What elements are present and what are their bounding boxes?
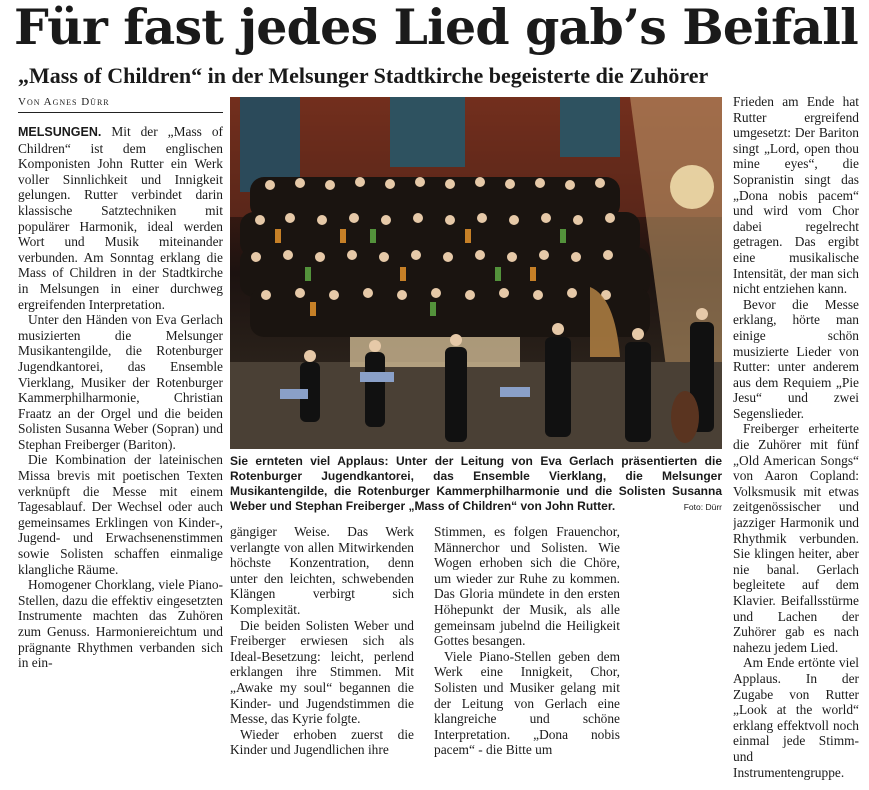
choir-photo (230, 97, 722, 449)
paragraph: Bevor die Messe erklang, hörte man einige schön musizierte Lieder von Rutter: unter anderem aus dem Requiem „Pie Jesu“ und zwei Segenslieder. (733, 296, 859, 421)
paragraph: Freiberger erheiterte die Zuhörer mit fünf „Old American Songs“ von Aaron Copland: Volksmusik mit etwas zeitgenössischer und jazziger Harmonik und Rhythmik verbunden. Sie klingen heiter, aber nie banal. Gerlach begleitete auf dem Klavier. Beifallsstürme und Lachen der Zuhörer gab es nach nahezu jedem Lied. (733, 421, 859, 655)
choir-photo-illustration (230, 97, 722, 449)
dateline: MELSUNGEN. (18, 125, 102, 139)
byline: Von Agnes Dürr (18, 95, 223, 113)
paragraph: gängiger Weise. Das Werk verlangte von allen Mitwirkenden höchste Konzentration, denn unter den leichten, schwebenden Klängen verbirgt sich Komplexität. (230, 524, 414, 617)
photo-credit: Foto: Dürr (683, 502, 722, 512)
paragraph-text: Mit der „Mass of Children“ ist dem englischen Komponisten John Rutter ein Werk voller Sinnlichkeit und Innigkeit gelungen. Rutter verbindet darin klassische Satztechniken mit populärer Harmonik, ideal werden Wort und Musik miteinander verbunden. Am Sonntag erklang die Mass of Children in der Stadtkirche in Melsungen in einer durchweg ergreifenden Interpretation. (18, 124, 223, 312)
paragraph: Am Ende ertönte viel Applaus. In der Zugabe von Rutter „Look at the world“ erklang effektvoll noch einmal jede Stimm- und Instrumentengruppe. (733, 655, 859, 780)
subheadline: „Mass of Children“ in der Melsunger Stadtkirche begeisterte die Zuhörer (18, 63, 709, 88)
article-column-1 (18, 124, 223, 786)
paragraph: Frieden am Ende hat Rutter ergreifend umgesetzt: Der Bariton singt „Lord, open thou mine eyes“, die Sopranistin singt das „Dona nobis pacem“ und wird vom Chor dabei regelrecht getragen. Das ergibt eine musikalische Intensität, der man sich nicht entziehen kann. (733, 94, 859, 297)
paragraph: Homogener Chorklang, viele Piano-Stellen, dazu die effektiv eingesetzten Instrumente machten das Zuhören zum Genuss. Harmoniereichtum und prägnante Rhythmen verbanden sich in ein- (18, 577, 223, 671)
paragraph: Viele Piano-Stellen geben dem Werk eine Innigkeit, Chor, Solisten und Musiker gelang mit der Leitung von Gerlach eine klangreiche und schöne Interpretation. „Dona nobis pacem“ - die Bitte um (434, 648, 620, 758)
article-column-3 (434, 524, 620, 786)
paragraph (18, 124, 223, 312)
paragraph: Stimmen, es folgen Frauenchor, Männerchor und Solisten. Wie Wogen erhoben sich die Chöre, um wieder zur Ruhe zu kommen. Das Gloria mündete in den ersten Höhepunkt der Musik, als alle gemeinsam jubelnd die Heiligkeit Gottes besangen. (434, 524, 620, 649)
paragraph: Die Kombination der lateinischen Missa brevis mit poetischen Texten verknüpft die Messe mit einem Tagesablauf. Der Wechsel oder auch gemeinsames Erklingen von Kinder-, Jugend- und Erwachsenenstimmen sowie Solisten schaffen einmalige klangliche Räume. (18, 452, 223, 577)
paragraph: Unter den Händen von Eva Gerlach musizierten die Melsunger Musikantengilde, die Rotenburger Jugendkantorei, das Ensemble Vierklang, Musiker der Rotenburger Kammerphilharmonie, Christian Fraatz an der Orgel und die beiden Solisten Susanna Weber (Sopran) und Stephan Freiberger (Bariton). (18, 312, 223, 452)
photo-caption: Sie ernteten viel Applaus: Unter der Leitung von Eva Gerlach präsentierten die Rotenburger Jugendkantorei, das Ensemble Vierklang, die Melsunger Musikantengilde, die Rotenburger Kammerphilharmonie und die Solisten Susanna Weber und Stephan Freiberger „Mass of Children“ von John Rutter. (230, 454, 722, 513)
article-column-4 (733, 94, 859, 786)
headline: Für fast jedes Lied gab’s Beifall (14, 0, 858, 56)
paragraph: Wieder erhoben zuerst die Kinder und Jugendlichen ihre (230, 726, 414, 758)
article-column-2 (230, 524, 414, 786)
paragraph: Die beiden Solisten Weber und Freiberger erwiesen sich als Ideal-Besetzung: leicht, perlend erklangen ihre Stimmen. Mit „Awake my soul“ begannen die Kinder- und Jugendstimmen die Messe, das Kyrie folgte. (230, 617, 414, 727)
